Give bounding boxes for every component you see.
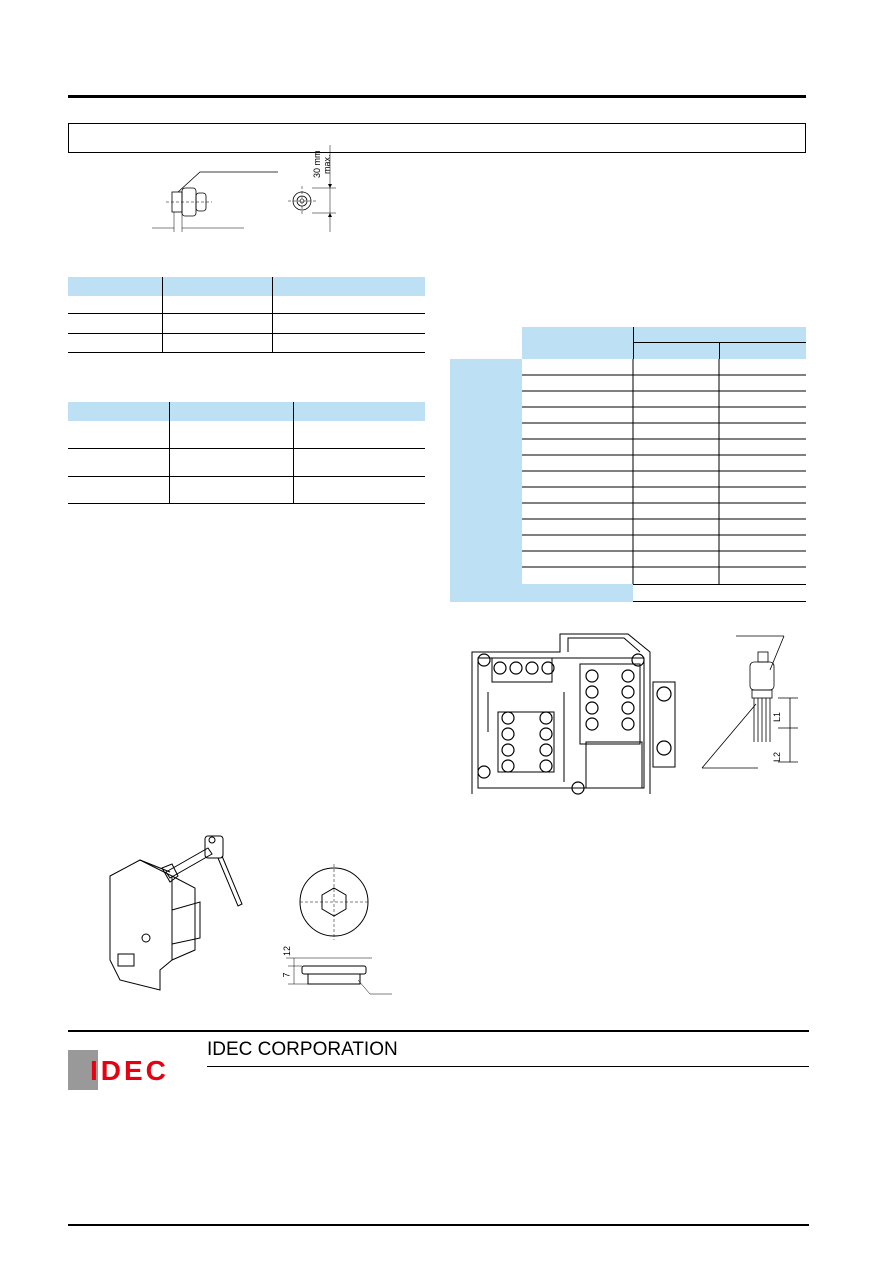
wire-table-footer-label [450,584,633,602]
table-row [68,421,425,449]
cap-dim-12: 12 [282,945,293,957]
table-header-row [68,277,425,296]
switch-interior-diagram [468,632,683,797]
table-row [68,449,425,477]
footer-top-rule [68,1030,809,1032]
table-header-row [68,402,425,421]
wire-table-footer-value [633,584,806,602]
table-row [68,477,425,504]
wire-table-subheader-1 [633,343,719,359]
company-name: IDEC CORPORATION [207,1039,398,1060]
dim-l1: L1 [772,711,783,723]
wire-table-subheader-2 [719,343,806,359]
cap-dim-7: 7 [281,972,292,978]
wire-table-header-left [522,327,633,359]
spec-table-1 [68,277,425,353]
bottom-rule [68,1224,809,1226]
spec-table-2 [68,402,425,504]
dimension-label: 30 mm [312,150,322,178]
logo-text: IDEC [90,1055,169,1086]
company-name-underline [207,1066,809,1067]
cap-diagram [280,862,400,1002]
switch-wrench-diagram [100,830,260,1000]
idec-logo [68,1050,184,1090]
table-row [68,334,425,353]
wire-table-rows [522,359,806,584]
table-row [68,296,425,314]
dimension-label-max: max. [322,154,332,174]
wire-table-side-label [450,359,522,584]
wire-table-header-right [633,327,806,343]
table-row [68,314,425,334]
wire-strip-diagram [698,632,798,772]
dim-l2: L2 [772,751,783,763]
top-rule [68,95,806,98]
